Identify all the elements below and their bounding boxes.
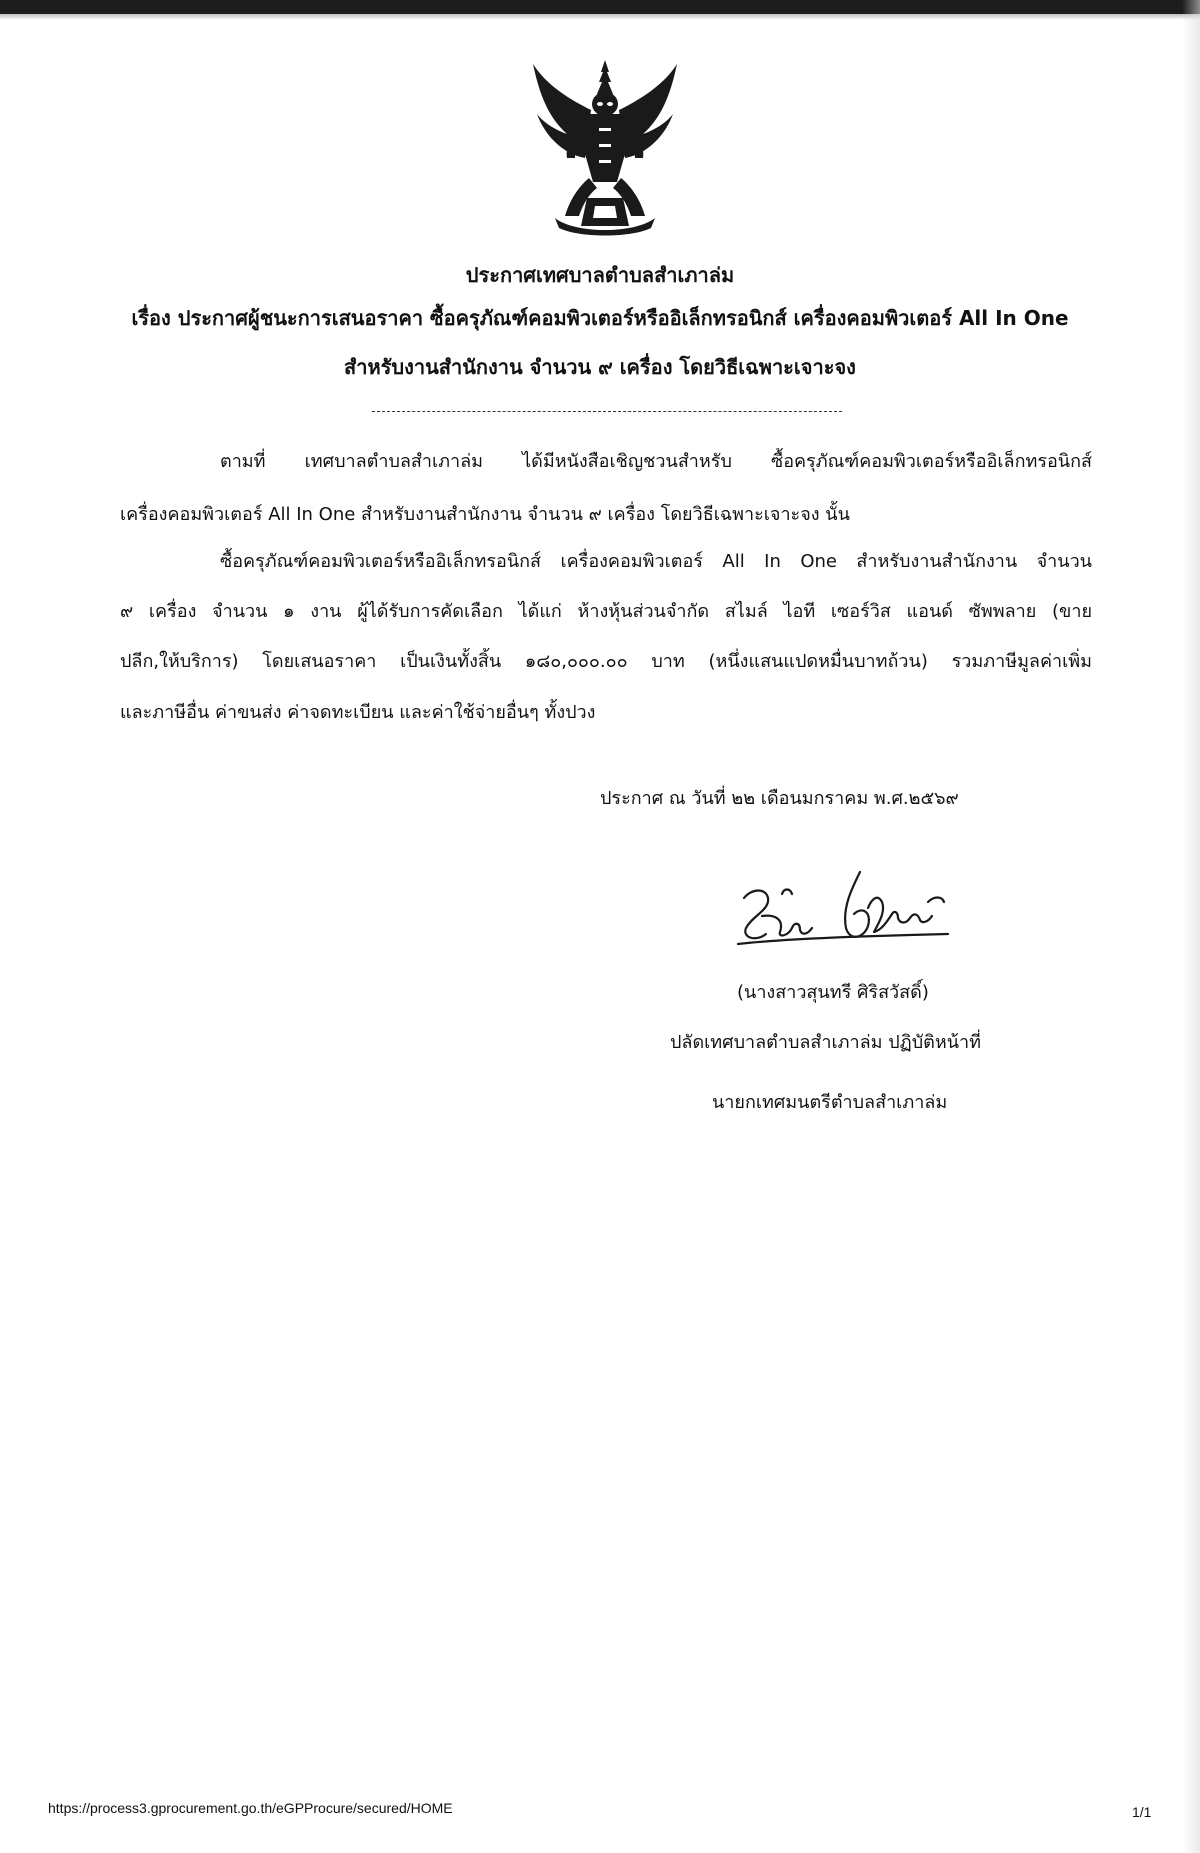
signatory-name: (นางสาวสุนทรี ศิริสวัสดิ์) [737, 982, 929, 1003]
body-paragraph-1-line-2: เครื่องคอมพิวเตอร์ All In One สำหรับงานสำนักงาน จำนวน ๙ เครื่อง โดยวิธีเฉพาะเจาะจง นั้น [120, 504, 850, 525]
body-paragraph-2-line-4: และภาษีอื่น ค่าขนส่ง ค่าจดทะเบียน และค่าใช้จ่ายอื่นๆ ทั้งปวง [120, 702, 596, 723]
footer-page-number: 1/1 [1132, 1804, 1152, 1820]
body-paragraph-2-line-3: ปลีก,ให้บริการ) โดยเสนอราคา เป็นเงินทั้งสิ้น ๑๘๐,๐๐๐.๐๐ บาท (หนึ่งแสนแปดหมื่นบาทถ้วน) รวมภาษีมูลค่าเพิ่ม [120, 651, 1092, 672]
garuda-emblem-icon [525, 58, 685, 236]
signatory-position: ปลัดเทศบาลตำบลสำเภาล่ม ปฏิบัติหน้าที่ [670, 1032, 982, 1053]
announcement-title: ประกาศเทศบาลตำบลสำเภาล่ม [465, 263, 735, 287]
announcement-subject-cont: สำหรับงานสำนักงาน จำนวน ๙ เครื่อง โดยวิธีเฉพาะเจาะจง [344, 355, 856, 379]
body-paragraph-2-line-2: ๙ เครื่อง จำนวน ๑ งาน ผู้ได้รับการคัดเลือก ได้แก่ ห้างหุ้นส่วนจำกัด สไมล์ ไอที เซอร์วิส แอนด์ ซัพพลาย (ขาย [120, 601, 1092, 622]
body-paragraph-2-line-1: ซื้อครุภัณฑ์คอมพิวเตอร์หรืออิเล็กทรอนิกส์ เครื่องคอมพิวเตอร์ All In One สำหรับงานสำนักงาน จำนวน [220, 551, 1092, 572]
header-divider [372, 411, 842, 412]
announcement-date: ประกาศ ณ วันที่ ๒๒ เดือนมกราคม พ.ศ.๒๕๖๙ [600, 788, 959, 809]
signatory-acting-position: นายกเทศมนตรีตำบลสำเภาล่ม [712, 1092, 948, 1113]
scan-top-edge [0, 0, 1200, 14]
body-paragraph-1-line-1: ตามที่ เทศบาลตำบลสำเภาล่ม ได้มีหนังสือเชิญชวนสำหรับ ซื้อครุภัณฑ์คอมพิวเตอร์หรืออิเล็กทรอนิกส์ [220, 451, 1092, 472]
announcement-subject: เรื่อง ประกาศผู้ชนะการเสนอราคา ซื้อครุภัณฑ์คอมพิวเตอร์หรืออิเล็กทรอนิกส์ เครื่องคอมพิวเตอร์ All In One [131, 306, 1069, 330]
handwritten-signature [722, 858, 962, 958]
footer-url: https://process3.gprocurement.go.th/eGPProcure/secured/HOME [48, 1800, 453, 1816]
